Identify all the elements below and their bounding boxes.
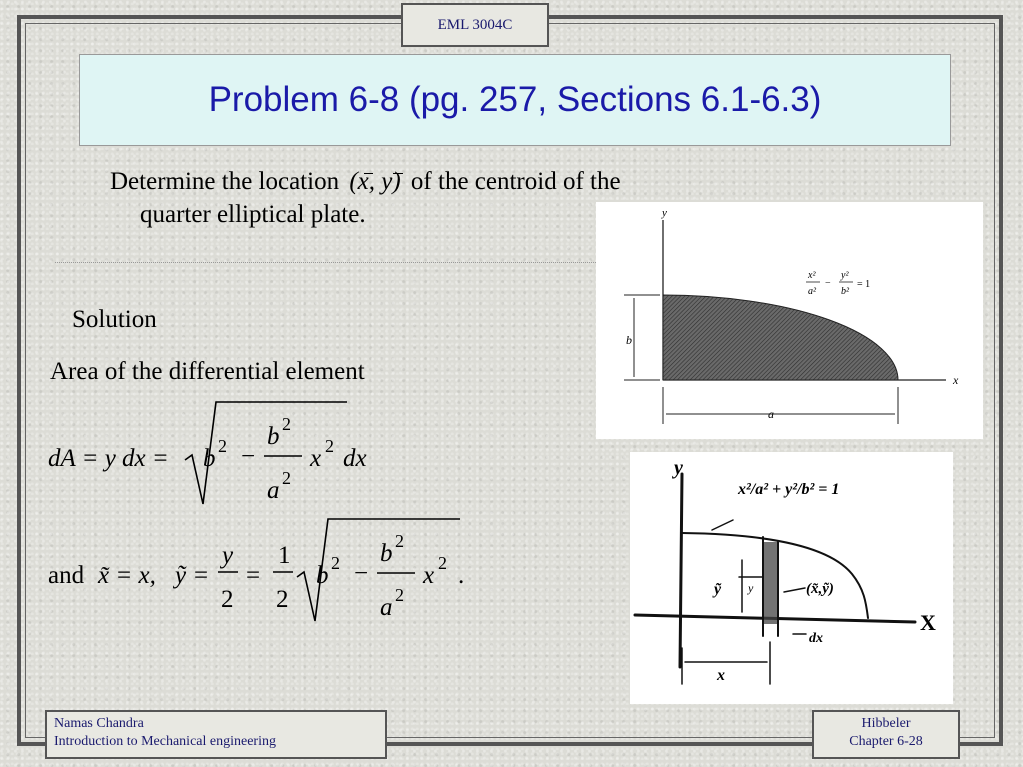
footer-book: Hibbeler [861, 716, 911, 731]
fig1-b-label: b [626, 333, 632, 347]
eq1-prefix: dA = y dx = [48, 445, 169, 472]
fig1-y-label: y [662, 207, 667, 219]
eq2-b: b [316, 562, 329, 589]
eq2-x-exp: 2 [438, 553, 447, 573]
eq2-period: . [458, 562, 465, 589]
equation-centroid-element [40, 515, 485, 627]
eq2-minus: − [354, 560, 369, 587]
section-divider [55, 262, 600, 263]
problem-line-1-pre: Determine the location [110, 168, 340, 195]
fig1-eq-y2: y² [841, 270, 849, 281]
eq2-b-exp: 2 [331, 553, 340, 573]
fig2-equation: x²/a² + y²/b² = 1 [738, 481, 840, 498]
footer-author: Namas Chandra [54, 716, 144, 731]
title-box [79, 54, 951, 146]
fig2-dx-label: dx [809, 631, 823, 646]
figure-differential-element [630, 452, 953, 704]
fig2-point-leader [784, 588, 805, 592]
problem-line-1-post: of the centroid of the [410, 168, 621, 195]
centroid-coords [349, 168, 407, 195]
fig2-x-label: X [920, 610, 936, 635]
eq1-num-exp: 2 [282, 414, 291, 434]
footer-reference-box [812, 710, 960, 759]
course-code-tab [401, 3, 549, 47]
eq2-den-a: a [380, 594, 393, 621]
fig1-ellipse-equation [806, 270, 870, 297]
footer-chapter: Chapter 6-28 [849, 734, 923, 749]
problem-line-1 [110, 167, 621, 197]
fig1-eq-b2: b² [841, 286, 849, 297]
solution-heading: Solution [72, 306, 157, 333]
problem-line-2: quarter elliptical plate. [140, 201, 366, 228]
fig2-point-label: (x̃,ỹ) [806, 581, 834, 597]
slide-title: Problem 6-8 (pg. 257, Sections 6.1-6.3) [208, 80, 822, 119]
fig2-ybar-label: y [748, 581, 754, 595]
eq1-num-b: b [267, 423, 280, 450]
eq2-frac2-num: 1 [278, 542, 291, 569]
figure-differential-element-drawing [630, 452, 953, 704]
fig1-eq-rhs: = 1 [857, 279, 871, 290]
eq2-den-exp: 2 [395, 585, 404, 605]
eq1-den-exp: 2 [282, 468, 291, 488]
eq2-frac1-num: y [222, 542, 234, 569]
eq2-frac2-den: 2 [276, 586, 289, 613]
eq1-b-exp: 2 [218, 436, 227, 456]
fig2-x-dim-label: x [717, 667, 725, 684]
eq2-frac1-den: 2 [221, 586, 234, 613]
eq2-xtilde: x̃ = x, [98, 562, 156, 589]
eq2-and: and [48, 562, 85, 589]
fig1-eq-x2: x² [808, 270, 816, 281]
fig1-x-label: x [953, 373, 959, 387]
fig1-a-label: a [768, 407, 774, 421]
eq1-x-exp: 2 [325, 436, 334, 456]
eq2-num-b: b [380, 540, 393, 567]
eq2-x: x [423, 562, 435, 589]
fig2-y-label: y [674, 457, 683, 479]
equation-dA [40, 398, 400, 510]
y-bar-overline [393, 173, 403, 174]
fig2-y-axis [680, 474, 682, 667]
footer-author-box [45, 710, 387, 759]
fig1-elliptical-plate [663, 295, 898, 380]
eq1-dx: dx [343, 445, 367, 472]
figure-quarter-ellipse [596, 202, 983, 439]
fig2-eq-leader [712, 520, 733, 530]
fig1-eq-a2: a² [808, 286, 816, 297]
eq1-minus: − [241, 443, 256, 470]
eq1-x: x [310, 445, 322, 472]
figure-quarter-ellipse-drawing [596, 202, 983, 439]
eq1-den-a: a [267, 477, 280, 504]
course-code: EML 3004C [437, 16, 513, 33]
eq2-num-exp: 2 [395, 531, 404, 551]
eq1-b: b [203, 445, 216, 472]
fig2-differential-strip [764, 542, 777, 624]
fig2-ytilde-label: ỹ [714, 581, 722, 598]
x-bar-overline [364, 173, 373, 174]
footer-course-title: Introduction to Mechanical engineering [54, 734, 276, 749]
fig1-eq-minus: − [825, 278, 831, 289]
centroid-coords-expr: (x, y) [349, 168, 401, 195]
eq2-equals: = [246, 562, 261, 589]
area-label: Area of the differential element [50, 358, 365, 385]
eq2-ytilde: ỹ = [175, 562, 210, 589]
